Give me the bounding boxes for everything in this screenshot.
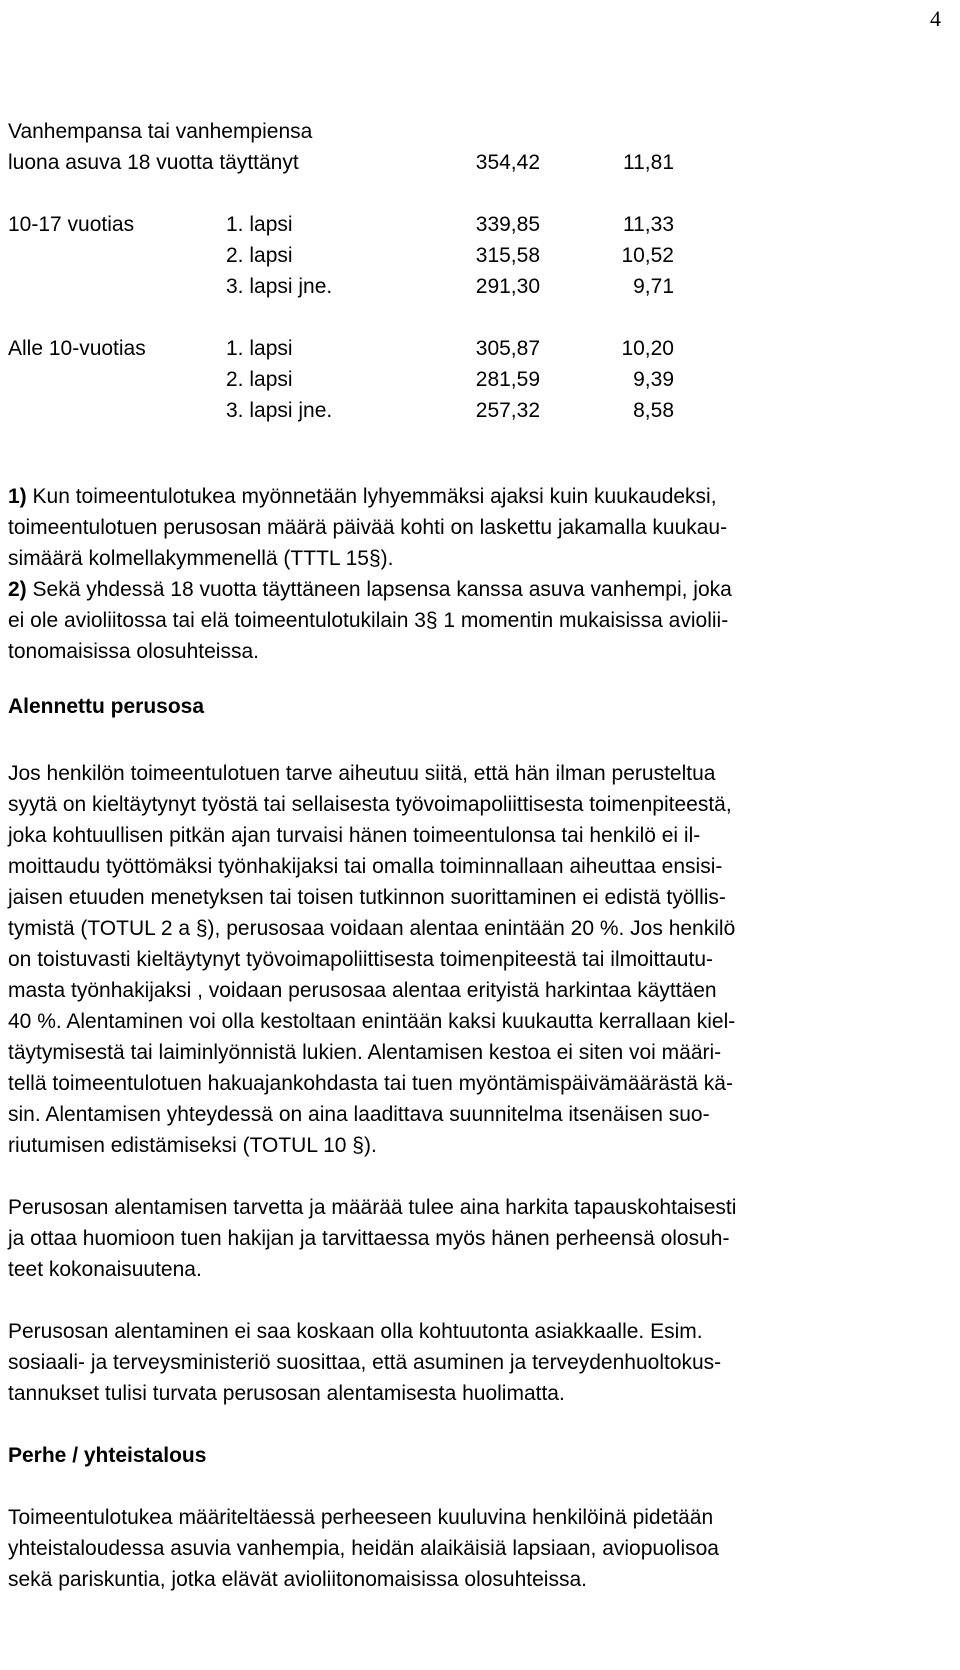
page-number: 4 <box>930 6 941 31</box>
paragraph-line: jaisen etuuden menetyksen tai toisen tutkinnon suorittaminen ei edistä työllis- <box>8 886 726 909</box>
amount-cell: 305,87 <box>475 337 540 360</box>
paragraph <box>8 1316 928 1409</box>
table-row <box>8 271 928 302</box>
child-cell: 3. lapsi jne. <box>226 275 333 298</box>
footnote-text: toimeentulotuen perusosan määrä päivää kohti on laskettu jakamalla kuukau- <box>8 516 728 539</box>
paragraph-line: Perusosan alentamisen tarvetta ja määrää tulee aina harkita tapauskohtaisesti <box>8 1196 737 1219</box>
paragraph-line: tymistä (TOTUL 2 a §), perusosaa voidaan alentaa enintään 20 %. Jos henkilö <box>8 917 736 940</box>
paragraph-line: moittaudu työttömäksi työnhakijaksi tai omalla toiminnallaan aiheuttaa ensisi- <box>8 855 723 878</box>
paragraph-line: teet kokonaisuutena. <box>8 1258 202 1281</box>
amount-cell: 339,85 <box>475 213 540 236</box>
paragraph-line: sosiaali- ja terveysministeriö suosittaa, että asuminen ja terveydenhuoltokus- <box>8 1351 722 1374</box>
daily-cell: 10,52 <box>621 244 674 267</box>
footnote-text: ei ole avioliitossa tai elä toimeentulotukilain 3§ 1 momentin mukaisissa aviolii- <box>8 609 729 632</box>
table-row <box>8 333 928 364</box>
footnote-1 <box>8 481 928 574</box>
footnote-text: simäärä kolmellakymmenellä (TTTL 15§). <box>8 547 394 570</box>
amount-cell: 281,59 <box>475 368 540 391</box>
paragraph-line: joka kohtuullisen pitkän ajan turvaisi hänen toimeentulonsa tai henkilö ei il- <box>8 824 701 847</box>
paragraph-line: Perusosan alentaminen ei saa koskaan olla kohtuutonta asiakkaalle. Esim. <box>8 1320 703 1343</box>
paragraph-line: syytä on kieltäytynyt työstä tai sellaisesta työvoimapoliittisesta toimenpiteestä, <box>8 793 732 816</box>
paragraph-line: yhteistaloudessa asuvia vanhempia, heidän alaikäisiä lapsiaan, aviopuolisoa <box>8 1537 719 1560</box>
table-row <box>8 209 928 240</box>
child-cell: 1. lapsi <box>226 213 293 236</box>
paragraph <box>8 1192 928 1285</box>
child-cell: 2. lapsi <box>226 368 293 391</box>
paragraph-line: sekä pariskuntia, jotka elävät avioliitonomaisissa olosuhteissa. <box>8 1568 587 1591</box>
paragraph-line: Jos henkilön toimeentulotuen tarve aiheutuu siitä, että hän ilman perusteltua <box>8 762 716 785</box>
child-cell: 1. lapsi <box>226 337 293 360</box>
row-label: Vanhempansa tai vanhempiensa <box>8 120 313 143</box>
table-row <box>8 240 928 271</box>
paragraph-line: tellä toimeentulotuen hakuajankohdasta tai tuen myöntämispäivämäärästä kä- <box>8 1072 733 1095</box>
footnote-text: Kun toimeentulotukea myönnetään lyhyemmäksi ajaksi kuin kuukaudeksi, <box>26 485 717 508</box>
paragraph-line: on toistuvasti kieltäytynyt työvoimapoliittisesta toimenpiteestä tai ilmoittautu- <box>8 948 713 971</box>
section-heading: Perhe / yhteistalous <box>8 1444 207 1467</box>
table-row <box>8 364 928 395</box>
daily-cell: 11,81 <box>623 151 674 174</box>
amount-cell: 291,30 <box>475 275 540 298</box>
table-row <box>8 395 928 426</box>
footnote-text: tonomaisissa olosuhteissa. <box>8 640 259 663</box>
daily-cell: 9,39 <box>633 368 674 391</box>
footnote-2 <box>8 574 928 667</box>
paragraph-line: ja ottaa huomioon tuen hakijan ja tarvittaessa myös hänen perheensä olosuh- <box>8 1227 730 1250</box>
document-body <box>8 116 928 1595</box>
child-cell: 3. lapsi jne. <box>226 399 333 422</box>
row-label: luona asuva 18 vuotta täyttänyt <box>8 151 299 174</box>
child-cell: 2. lapsi <box>226 244 293 267</box>
amount-cell: 257,32 <box>475 399 540 422</box>
benefits-table <box>8 116 928 426</box>
group-label: 10-17 vuotias <box>8 213 135 236</box>
paragraph-line: masta työnhakijaksi , voidaan perusosaa alentaa erityistä harkintaa käyttäen <box>8 979 717 1002</box>
paragraph-line: tannukset tulisi turvata perusosan alentamisesta huolimatta. <box>8 1382 565 1405</box>
daily-cell: 9,71 <box>633 275 674 298</box>
daily-cell: 8,58 <box>633 399 674 422</box>
daily-cell: 11,33 <box>623 213 674 236</box>
footnote-marker: 2) <box>8 578 27 601</box>
footnote-text: Sekä yhdessä 18 vuotta täyttäneen lapsensa kanssa asuva vanhempi, joka <box>26 578 732 601</box>
section-heading: Alennettu perusosa <box>8 695 205 718</box>
paragraph-line: Toimeentulotukea määriteltäessä perheeseen kuuluvina henkilöinä pidetään <box>8 1506 714 1529</box>
daily-cell: 10,20 <box>621 337 674 360</box>
paragraph <box>8 1502 928 1595</box>
amount-cell: 354,42 <box>475 151 540 174</box>
paragraph-line: sin. Alentamisen yhteydessä on aina laadittava suunnitelma itsenäisen suo- <box>8 1103 710 1126</box>
group-label: Alle 10-vuotias <box>8 337 146 360</box>
footnote-marker: 1) <box>8 485 27 508</box>
table-row <box>8 147 928 178</box>
paragraph-line: 40 %. Alentaminen voi olla kestoltaan enintään kaksi kuukautta kerrallaan kiel- <box>8 1010 736 1033</box>
amount-cell: 315,58 <box>475 244 540 267</box>
paragraph-line: täytymisestä tai laiminlyönnistä lukien. Alentamisen kestoa ei siten voi määri- <box>8 1041 722 1064</box>
paragraph <box>8 758 928 1161</box>
table-row <box>8 116 928 147</box>
paragraph-line: riutumisen edistämiseksi (TOTUL 10 §). <box>8 1134 377 1157</box>
